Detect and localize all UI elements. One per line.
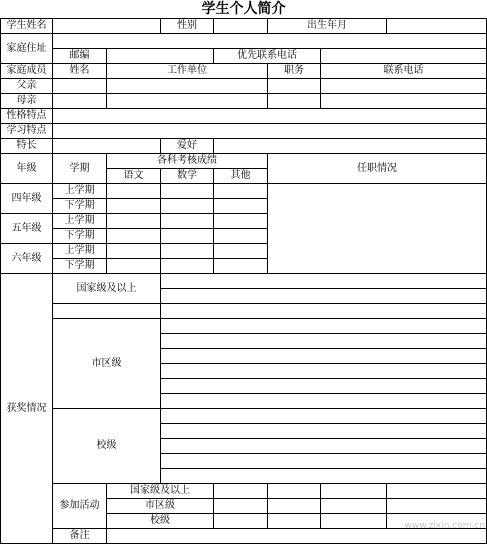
field-award-line[interactable] [161,304,487,319]
field-award-line[interactable] [161,469,487,484]
label-priority-phone: 优先联系电话 [214,49,321,64]
label-activity-national: 国家级及以上 [107,484,214,499]
label-hobby: 爱好 [161,139,214,154]
field-score-math[interactable] [161,259,214,274]
field-score-other[interactable] [214,199,268,214]
label-birth-date: 出生年月 [268,19,387,34]
field-score-other[interactable] [214,244,268,259]
field-postcode[interactable] [107,49,214,64]
label-postcode: 邮编 [53,49,107,64]
label-activity-city: 市区级 [107,499,214,514]
label-duties: 任职情况 [268,154,487,184]
field-priority-phone[interactable] [321,49,487,64]
label-other: 其他 [214,169,268,184]
row-basic-info [1,19,487,34]
label-grade4-first: 上学期 [53,184,107,199]
field-score-other[interactable] [214,229,268,244]
label-exam-scores: 各科考核成绩 [107,154,268,169]
field-study-traits[interactable] [53,124,487,139]
label-position: 职务 [268,64,321,79]
label-math: 数学 [161,169,214,184]
field-score-math[interactable] [161,199,214,214]
label-award-national: 国家级及以上 [53,274,161,304]
field-score-math[interactable] [161,244,214,259]
field-gender[interactable] [214,19,268,34]
award-national-extra [53,304,161,319]
field-score-chinese[interactable] [107,214,161,229]
field-score-chinese[interactable] [107,259,161,274]
field-award-line[interactable] [161,439,487,454]
field-activity[interactable] [321,514,387,529]
label-semester: 学期 [53,154,107,184]
label-award-school: 校级 [53,409,161,484]
label-chinese: 语文 [107,169,161,184]
field-personality[interactable] [53,109,487,124]
label-student-name: 学生姓名 [1,19,53,34]
field-award-line[interactable] [161,394,487,409]
label-grade4-second: 下学期 [53,199,107,214]
field-birth-date[interactable] [387,19,487,34]
field-specialty[interactable] [53,139,161,154]
label-grade5: 五年级 [1,214,53,244]
field-score-other[interactable] [214,184,268,199]
field-mother-position[interactable] [268,94,321,109]
field-score-chinese[interactable] [107,244,161,259]
field-score-chinese[interactable] [107,229,161,244]
field-award-line[interactable] [161,334,487,349]
field-award-line[interactable] [161,274,487,289]
field-award-line[interactable] [161,349,487,364]
field-award-line[interactable] [161,424,487,439]
field-duties[interactable] [268,184,487,274]
field-award-line[interactable] [161,319,487,334]
label-grade6: 六年级 [1,244,53,274]
field-activity[interactable] [214,499,268,514]
label-contact-phone: 联系电话 [321,64,487,79]
field-father-work[interactable] [107,79,268,94]
student-profile-form [0,18,487,544]
field-activity[interactable] [214,484,268,499]
label-specialty: 特长 [1,139,53,154]
field-score-chinese[interactable] [107,199,161,214]
label-award-city: 市区级 [53,319,161,409]
field-home-address[interactable] [53,34,487,49]
label-grade6-first: 上学期 [53,244,107,259]
field-activity[interactable] [268,514,321,529]
label-activities: 参加活动 [53,484,107,529]
field-activity[interactable] [214,514,268,529]
field-student-name[interactable] [53,19,161,34]
label-mother: 母亲 [1,94,53,109]
label-grade: 年级 [1,154,53,184]
field-score-other[interactable] [214,259,268,274]
label-grade6-second: 下学期 [53,259,107,274]
form-title: 学生个人简介 [201,1,286,17]
label-study-traits: 学习特点 [1,124,53,139]
field-score-other[interactable] [214,214,268,229]
label-grade5-first: 上学期 [53,214,107,229]
field-father-phone[interactable] [321,79,487,94]
field-hobby[interactable] [214,139,487,154]
field-award-line[interactable] [161,409,487,424]
field-award-line[interactable] [161,289,487,304]
field-activity[interactable] [321,484,387,499]
label-grade4: 四年级 [1,184,53,214]
field-award-line[interactable] [161,454,487,469]
label-name: 姓名 [53,64,107,79]
field-activity[interactable] [268,499,321,514]
label-remarks: 备注 [53,529,107,544]
field-score-math[interactable] [161,229,214,244]
field-mother-phone[interactable] [321,94,487,109]
label-gender: 性别 [161,19,214,34]
field-score-math[interactable] [161,214,214,229]
watermark-text: www.zixin.com.cn [404,521,485,531]
label-father: 父亲 [1,79,53,94]
label-home-address: 家庭住址 [1,34,53,64]
label-awards: 获奖情况 [1,274,53,544]
field-activity[interactable] [387,499,487,514]
field-mother-name[interactable] [53,94,107,109]
field-father-name[interactable] [53,79,107,94]
label-personality: 性格特点 [1,109,53,124]
field-score-math[interactable] [161,184,214,199]
label-grade5-second: 下学期 [53,229,107,244]
label-family-members: 家庭成员 [1,64,53,79]
label-work-unit: 工作单位 [107,64,268,79]
field-father-position[interactable] [268,79,321,94]
label-activity-school: 校级 [107,514,214,529]
field-award-line[interactable] [161,364,487,379]
field-award-line[interactable] [161,379,487,394]
field-activity[interactable] [268,484,321,499]
field-activity[interactable] [387,484,487,499]
field-activity[interactable] [321,499,387,514]
field-score-chinese[interactable] [107,184,161,199]
field-mother-work[interactable] [107,94,268,109]
